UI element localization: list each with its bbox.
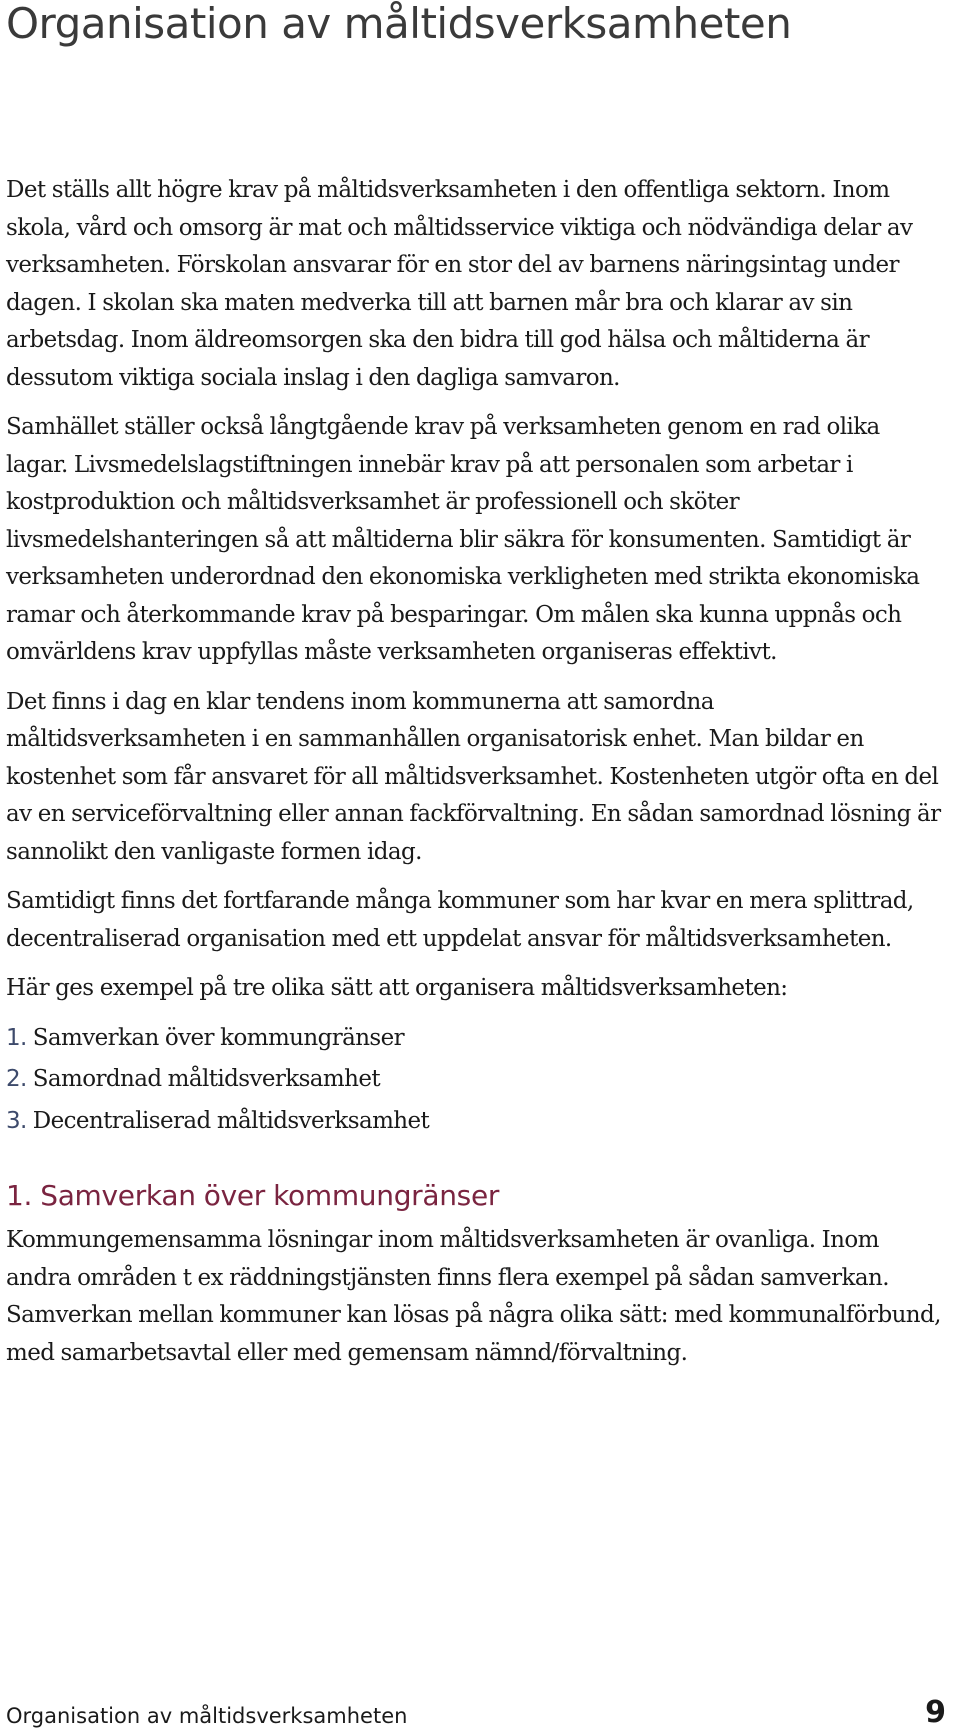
list-item xyxy=(6,1103,946,1141)
body-text xyxy=(6,172,946,1384)
organisation-list xyxy=(6,1020,946,1141)
list-item-text: Samordnad måltidsverksamhet xyxy=(32,1066,380,1092)
list-number: 2. xyxy=(6,1066,27,1092)
list-item-text: Samverkan över kommungränser xyxy=(32,1024,405,1051)
list-item-text: Decentraliserad måltidsverksamhet xyxy=(32,1107,430,1134)
section-paragraph: Kommungemensamma lösningar inom måltidsverksamheten är ovanliga. Inom andra områden t ex räddningstjänsten finns flera exempel på sådan samverkan. Samverkan mellan kommuner kan lösas på några olika sätt: med kommunalförbund, med samarbetsavtal eller med gemensam nämnd/förvaltning. xyxy=(6,1227,941,1366)
paragraph-examples-intro: Här ges exempel på tre olika sätt att organisera måltidsverksamheten: xyxy=(6,975,788,1001)
paragraph-decentralized: Samtidigt finns det fortfarande många kommuner som har kvar en mera splittrad, decentraliserad organisation med ett uppdelat ansvar för måltidsverksamheten. xyxy=(6,888,914,952)
list-number: 1. xyxy=(6,1024,27,1051)
paragraph-trend: Det finns i dag en klar tendens inom kommunerna att samordna måltidsverksamheten i en sammanhållen organisatorisk enhet. Man bildar en kostenhet som får ansvaret för all måltidsverksamhet. Kostenheten utgör ofta en del av en serviceförvaltning eller annan fackförvaltning. En sådan samordnad lösning är sannolikt den vanligaste formen idag. xyxy=(6,688,941,865)
list-item xyxy=(6,1020,946,1058)
list-item xyxy=(6,1061,946,1099)
document-page xyxy=(6,0,954,1730)
paragraph-laws: Samhället ställer också långtgående krav på verksamheten genom en rad olika lagar. Livsmedelslagstiftningen innebär krav på att personalen som arbetar i kostproduktion och måltidsverksamhet är professionell och sköter livsmedelshanteringen så att måltiderna blir säkra för konsumenten. Samtidigt är verksamheten underordnad den ekonomiska verkligheten med strikta ekonomiska ramar och återkommande krav på besparingar. Om målen ska kunna uppnås och omvärldens krav uppfyllas måste verksamheten organiseras effektivt. xyxy=(6,414,920,665)
page-number: 9 xyxy=(925,1695,946,1730)
list-number: 3. xyxy=(6,1107,27,1134)
page-footer xyxy=(6,1688,954,1728)
footer-title: Organisation av måltidsverksamheten xyxy=(6,1704,408,1728)
section-heading: 1. Samverkan över kommungränser xyxy=(6,1179,500,1212)
page-title: Organisation av måltidsverksamheten xyxy=(6,0,792,48)
paragraph-intro: Det ställs allt högre krav på måltidsverksamheten i den offentliga sektorn. Inom skola, vård och omsorg är mat och måltidsservice viktiga och nödvändiga delar av verksamheten. Förskolan ansvarar för en stor del av barnens näringsintag under dagen. I skolan ska maten medverka till att barnen mår bra och klarar av sin arbetsdag. Inom äldreomsorgen ska den bidra till god hälsa och måltiderna är dessutom viktiga sociala inslag i den dagliga samvaron. xyxy=(6,177,913,391)
